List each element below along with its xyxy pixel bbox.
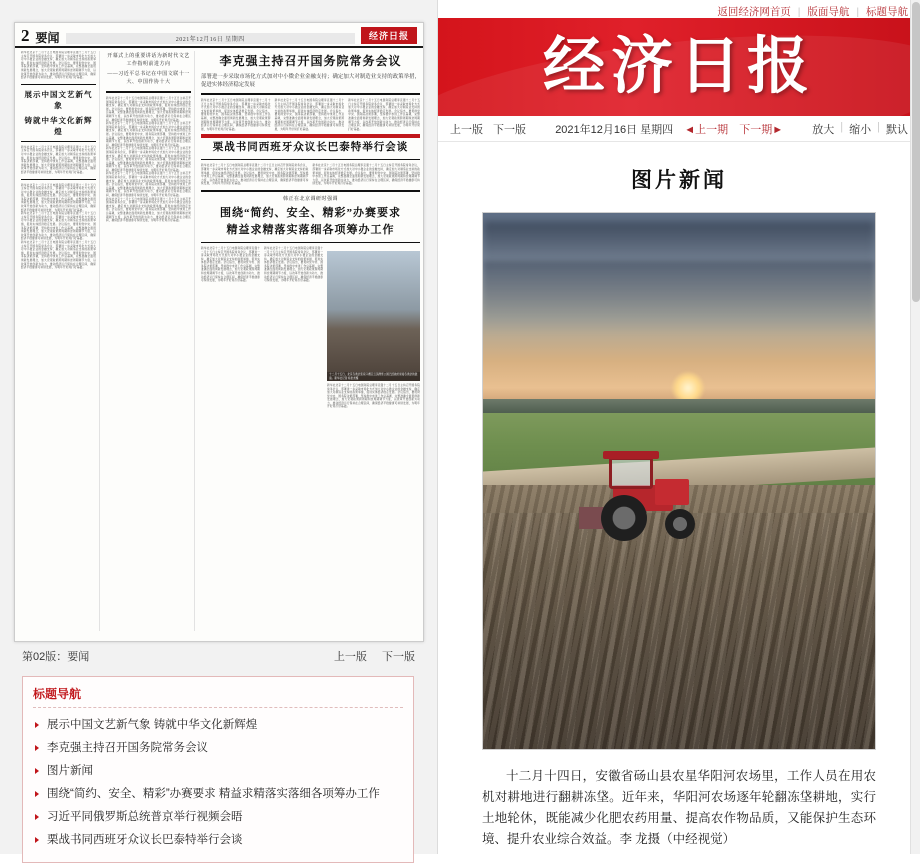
prev-page-link[interactable]: 上一版: [333, 651, 367, 663]
prev-issue-link[interactable]: ◄上一期: [684, 123, 729, 136]
scrollbar-thumb[interactable]: [912, 2, 920, 302]
list-item[interactable]: 展示中国文艺新气象 铸就中华文化新辉煌: [33, 714, 403, 737]
paper-body-text: 新华社北京十二月十五日电国务院总理李克强十二月十五日主持召开国务院常务会议，部署进一步采取市场化方式加大对中小微企业的金融支持，确定加大对制造业支持的政策举措，促进实体经济稳定发展。会议指出，要贯彻党中央、国务院决策部署，坚持稳中求进工作总基调，完整准确全面贯彻新发展理念，加大宏观政策跨周期和逆周期调节力度，以改革开放创新为动力，推动经济运行保持在合理区间，确保经济平稳健康可持续发展，为明年开好局打好基础。: [106, 197, 191, 223]
paper-body-text: 新华社北京十二月十五日电国务院总理李克强十二月十五日主持召开国务院常务会议，部署进一步采取市场化方式加大对中小微企业的金融支持，确定加大对制造业支持的政策举措，促进实体经济稳定发展。会议指出，要贯彻党中央、国务院决策部署，坚持稳中求进工作总基调，完整准确全面贯彻新发展理念，加大宏观政策跨周期和逆周期调节力度，以改革开放创新为动力，推动经济运行保持在合理区间，确保经济平稳健康可持续发展，为明年开好局打好基础。: [264, 246, 324, 283]
paper-column-3: [198, 51, 420, 631]
issue-toolbar: [438, 116, 920, 142]
vertical-scrollbar[interactable]: [910, 0, 920, 854]
paper-body-text: 新华社北京十二月十五日电国务院总理李克强十二月十五日主持召开国务院常务会议，部署进一步采取市场化方式加大对中小微企业的金融支持，确定加大对制造业支持的政策举措，促进实体经济稳定发展。会议指出，要贯彻党中央、国务院决策部署，坚持稳中求进工作总基调，完整准确全面贯彻新发展理念，加大宏观政策跨周期和逆周期调节力度，以改革开放创新为动力，推动经济运行保持在合理区间，确保经济平稳健康可持续发展，为明年开好局打好基础。: [201, 246, 261, 283]
tractor-front-wheel: [665, 509, 695, 539]
paper-body-text: 新华社北京十二月十五日电国务院总理李克强十二月十五日主持召开国务院常务会议，部署进一步采取市场化方式加大对中小微企业的金融支持，确定加大对制造业支持的政策举措，促进实体经济稳定发展。会议指出，要贯彻党中央、国务院决策部署，坚持稳中求进工作总基调，完整准确全面贯彻新发展理念，加大宏观政策跨周期和逆周期调节力度，以改革开放创新为动力，推动经济运行保持在合理区间，确保经济平稳健康可持续发展，为明年开好局打好基础。: [21, 183, 96, 212]
paper-body-text: 新华社北京十二月十五日电国务院总理李克强十二月十五日主持召开国务院常务会议，部署进一步采取市场化方式加大对中小微企业的金融支持，确定加大对制造业支持的政策举措，促进实体经济稳定发展。会议指出，要贯彻党中央、国务院决策部署，坚持稳中求进工作总基调，完整准确全面贯彻新发展理念，加大宏观政策跨周期和逆周期调节力度，以改革开放创新为动力，推动经济运行保持在合理区间，确保经济平稳健康可持续发展，为明年开好局打好基础。: [21, 212, 96, 241]
paper-body-text: 新华社北京十二月十五日电国务院总理李克强十二月十五日主持召开国务院常务会议，部署进一步采取市场化方式加大对中小微企业的金融支持，确定加大对制造业支持的政策举措，促进实体经济稳定发展。会议指出，要贯彻党中央、国务院决策部署，坚持稳中求进工作总基调，完整准确全面贯彻新发展理念，加大宏观政策跨周期和逆周期调节力度，以改革开放创新为动力，推动经济运行保持在合理区间，确保经济平稳健康可持续发展，为明年开好局打好基础。: [106, 172, 191, 198]
photo-caption: 十二月十四日，安徽省砀山县农星华阳河农场里，工作人员在用农机对耕地进行翻耕冻垡。近年来，华阳河农场逐年轮翻冻垡耕地，实行土地轮休，既能减少化肥农药用量、提高农作物品质，又能保护生态环境、提升农业综合效益。李 龙摄（中经视觉）: [482, 769, 876, 846]
paper-body-text: 新华社北京十二月十五日电国务院总理李克强十二月十五日主持召开国务院常务会议，部署进一步采取市场化方式加大对中小微企业的金融支持，确定加大对制造业支持的政策举措，促进实体经济稳定发展。会议指出，要贯彻党中央、国务院决策部署，坚持稳中求进工作总基调，完整准确全面贯彻新发展理念，加大宏观政策跨周期和逆周期调节力度，以改革开放创新为动力，推动经济运行保持在合理区间，确保经济平稳健康可持续发展，为明年开好局打好基础。: [274, 99, 345, 131]
paper-body-text: 新华社北京十二月十五日电国务院总理李克强十二月十五日主持召开国务院常务会议，部署进一步采取市场化方式加大对中小微企业的金融支持，确定加大对制造业支持的政策举措，促进实体经济稳定发展。会议指出，要贯彻党中央、国务院决策部署，坚持稳中求进工作总基调，完整准确全面贯彻新发展理念，加大宏观政策跨周期和逆周期调节力度，以改革开放创新为动力，推动经济运行保持在合理区间，确保经济平稳健康可持续发展，为明年开好局打好基础。: [201, 99, 271, 131]
top-navigation: [438, 0, 920, 18]
paper-subhead-col2: 部署进一步采取市场化方式加对中小微企业金融支持；确定加大对制造业支持的政策举措，促进实体经济稳定发展: [201, 74, 420, 88]
paper-kicker-col1: 开幕式上的重要讲话为新时代文艺工作指明前进方向: [107, 54, 190, 67]
paper-column-1: [18, 51, 100, 631]
toolbar-prev-page[interactable]: 上一版: [450, 123, 483, 136]
masthead-title: 经济日报: [542, 33, 815, 101]
next-page-link[interactable]: 下一版: [382, 651, 415, 663]
paper-headline-col1-b: 铸就中华文化新辉煌: [24, 115, 93, 136]
issue-date: 2021年12月16日 星期四: [555, 123, 674, 136]
paper-body-text: 新华社北京十二月十五日电国务院总理李克强十二月十五日主持召开国务院常务会议，部署进一步采取市场化方式加大对中小微企业的金融支持，确定加大对制造业支持的政策举措，促进实体经济稳定发展。会议指出，要贯彻党中央、国务院决策部署，坚持稳中求进工作总基调，完整准确全面贯彻新发展理念，加大宏观政策跨周期和逆周期调节力度，以改革开放创新为动力，推动经济运行保持在合理区间，确保经济平稳健康可持续发展，为明年开好局打好基础。: [21, 51, 96, 80]
zoom-out-button[interactable]: 缩小: [849, 123, 872, 136]
photo-red-tractor: [579, 451, 707, 543]
paper-body-text: 新华社北京十二月十五日电国务院总理李克强十二月十五日主持召开国务院常务会议，部署进一步采取市场化方式加大对中小微企业的金融支持，确定加大对制造业支持的政策举措，促进实体经济稳定发展。会议指出，要贯彻党中央、国务院决策部署，坚持稳中求进工作总基调，完整准确全面贯彻新发展理念，加大宏观政策跨周期和逆周期调节力度，以改革开放创新为动力，推动经济运行保持在合理区间，确保经济平稳健康可持续发展，为明年开好局打好基础。: [348, 99, 420, 131]
paper-section-name: 要闻: [35, 31, 60, 45]
tractor-hood: [655, 479, 689, 505]
tractor-roof: [603, 451, 659, 459]
page-switcher: [0, 648, 437, 664]
paper-columns: [15, 48, 423, 634]
field-tractor-photo: [482, 212, 876, 750]
title-navigation-panel: [22, 676, 414, 863]
paper-inline-photo-caption: 十二月十五日，北京冬奥会张家口赛区云顶滑雪公园已经做好迎接冬奥会的准备。新华社记者 杨世尧摄: [327, 372, 420, 381]
paper-subcolumns-upper: [201, 99, 420, 131]
paper-body-text: 新华社北京十二月十五日电国务院总理李克强十二月十五日主持召开国务院常务会议，部署进一步采取市场化方式加大对中小微企业的金融支持，确定加大对制造业支持的政策举措，促进实体经济稳定发展。会议指出，要贯彻党中央、国务院决策部署，坚持稳中求进工作总基调，完整准确全面贯彻新发展理念，加大宏观政策跨周期和逆周期调节力度，以改革开放创新为动力，推动经济运行保持在合理区间，确保经济平稳健康可持续发展，为明年开好局打好基础。: [201, 164, 309, 186]
list-item[interactable]: 习近平同俄罗斯总统普京举行视频会晤: [33, 806, 403, 829]
paper-body-text: 新华社北京十二月十五日电国务院总理李克强十二月十五日主持召开国务院常务会议，部署进一步采取市场化方式加大对中小微企业的金融支持，确定加大对制造业支持的政策举措，促进实体经济稳定发展。会议指出，要贯彻党中央、国务院决策部署，坚持稳中求进工作总基调，完整准确全面贯彻新发展理念，加大宏观政策跨周期和逆周期调节力度，以改革开放创新为动力，推动经济运行保持在合理区间，确保经济平稳健康可持续发展，为明年开好局打好基础。: [106, 122, 191, 147]
toolbar-divider: |: [840, 120, 844, 133]
paper-body-text: 新华社北京十二月十五日电国务院总理李克强十二月十五日主持召开国务院常务会议，部署进一步采取市场化方式加大对中小微企业的金融支持，确定加大对制造业支持的政策举措，促进实体经济稳定发展。会议指出，要贯彻党中央、国务院决策部署，坚持稳中求进工作总基调，完整准确全面贯彻新发展理念，加大宏观政策跨周期和逆周期调节力度，以改革开放创新为动力，推动经济运行保持在合理区间，确保经济平稳健康可持续发展，为明年开好局打好基础。: [106, 97, 191, 122]
paper-column-2: [103, 51, 195, 631]
zoom-default-button[interactable]: 默认: [886, 123, 908, 136]
paper-headline-col2: 李克强主持召开国务院常务会议: [219, 54, 402, 68]
paper-body-text: 新华社北京十二月十五日电国务院总理李克强十二月十五日主持召开国务院常务会议，部署进一步采取市场化方式加大对中小微企业的金融支持，确定加大对制造业支持的政策举措，促进实体经济稳定发展。会议指出，要贯彻党中央、国务院决策部署，坚持稳中求进工作总基调，完整准确全面贯彻新发展理念，加大宏观政策跨周期和逆周期调节力度，以改革开放创新为动力，推动经济运行保持在合理区间，确保经济平稳健康可持续发展，为明年开好局打好基础。: [312, 164, 420, 186]
toolbar-next-page[interactable]: 下一版: [493, 123, 526, 136]
page-title: 图片新闻: [631, 168, 727, 192]
tractor-cab: [609, 457, 653, 489]
left-panel: [0, 0, 438, 854]
title-navigation-link[interactable]: 标题导航: [866, 6, 908, 18]
newspaper-page-image[interactable]: [14, 22, 424, 642]
right-panel: [438, 0, 920, 854]
paper-page-number: 2: [21, 26, 30, 45]
paper-body-text: 新华社北京十二月十五日电国务院总理李克强十二月十五日主持召开国务院常务会议，部署进一步采取市场化方式加大对中小微企业的金融支持，确定加大对制造业支持的政策举措，促进实体经济稳定发展。会议指出，要贯彻党中央、国务院决策部署，坚持稳中求进工作总基调，完整准确全面贯彻新发展理念，加大宏观政策跨周期和逆周期调节力度，以改革开放创新为动力，推动经济运行保持在合理区间，确保经济平稳健康可持续发展，为明年开好局打好基础。: [21, 241, 96, 270]
page-navigation-link[interactable]: 版面导航: [807, 6, 850, 18]
paper-date-line: 2021年12月16日 星期四: [66, 33, 355, 44]
paper-headline-col1-a: 展示中国文艺新气象: [24, 89, 93, 110]
paper-headline-col3: 栗战书同西班牙众议长巴泰特举行会谈: [212, 142, 409, 154]
zoom-in-button[interactable]: 放大: [812, 123, 835, 136]
paper-nameplate: 经济日报: [361, 27, 417, 44]
paper-body-text: 新华社北京十二月十五日电国务院总理李克强十二月十五日主持召开国务院常务会议，部署进一步采取市场化方式加大对中小微企业的金融支持，确定加大对制造业支持的政策举措，促进实体经济稳定发展。会议指出，要贯彻党中央、国务院决策部署，坚持稳中求进工作总基调，完整准确全面贯彻新发展理念，加大宏观政策跨周期和逆周期调节力度，以改革开放创新为动力，推动经济运行保持在合理区间，确保经济平稳健康可持续发展，为明年开好局打好基础。: [21, 145, 96, 174]
paper-headline-col4-b: 精益求精落实落细各项筹办工作: [226, 223, 395, 236]
paper-subcolumns-lower: [201, 247, 420, 409]
nav-separator: |: [856, 6, 860, 18]
paper-inline-photo: [327, 251, 420, 381]
paper-kicker-col4: 韩正在北京调研时强调: [282, 196, 338, 202]
paper-header: [15, 23, 423, 48]
tractor-rear-wheel: [601, 495, 647, 541]
masthead-banner: [438, 18, 920, 116]
back-to-home-link[interactable]: 返回经济网首页: [717, 6, 791, 18]
paper-headline-col4-a: 围绕“简约、安全、精彩”办赛要求: [220, 206, 401, 219]
paper-body-text: 新华社北京十二月十五日电国务院总理李克强十二月十五日主持召开国务院常务会议，部署进一步采取市场化方式加大对中小微企业的金融支持，确定加大对制造业支持的政策举措，促进实体经济稳定发展。会议指出，要贯彻党中央、国务院决策部署，坚持稳中求进工作总基调，完整准确全面贯彻新发展理念，加大宏观政策跨周期和逆周期调节力度，以改革开放创新为动力，推动经济运行保持在合理区间，确保经济平稳健康可持续发展，为明年开好局打好基础。: [106, 147, 191, 172]
current-page-label: 第02版：要闻: [22, 651, 90, 663]
paper-author-col1: ——习近平总书记在中国文联十一大、中国作协十大: [107, 72, 190, 85]
list-item[interactable]: 栗战书同西班牙众议长巴泰特举行会谈: [33, 829, 403, 852]
photo-field-furrows: [482, 513, 876, 749]
title-navigation-heading: 标题导航: [33, 685, 403, 708]
photo-cloudbank-lower: [483, 261, 875, 331]
list-item[interactable]: 李克强主持召开国务院常务会议: [33, 737, 403, 760]
paper-subcolumns-mid: [201, 164, 420, 186]
list-item[interactable]: 图片新闻: [33, 760, 403, 783]
title-navigation-list: [33, 714, 403, 852]
paper-body-text: 新华社北京十二月十五日电国务院总理李克强十二月十五日主持召开国务院常务会议，部署进一步采取市场化方式加大对中小微企业的金融支持，确定加大对制造业支持的政策举措，促进实体经济稳定发展。会议指出，要贯彻党中央、国务院决策部署，坚持稳中求进工作总基调，完整准确全面贯彻新发展理念，加大宏观政策跨周期和逆周期调节力度，以改革开放创新为动力，推动经济运行保持在合理区间，确保经济平稳健康可持续发展，为明年开好局打好基础。: [327, 383, 420, 409]
nav-separator: |: [797, 6, 801, 18]
paper-red-divider: [201, 134, 420, 138]
toolbar-divider: |: [877, 120, 880, 133]
list-item[interactable]: 围绕“简约、安全、精彩”办赛要求 精益求精落实落细各项筹办工作: [33, 783, 403, 806]
next-issue-link[interactable]: 下一期►: [739, 123, 784, 136]
